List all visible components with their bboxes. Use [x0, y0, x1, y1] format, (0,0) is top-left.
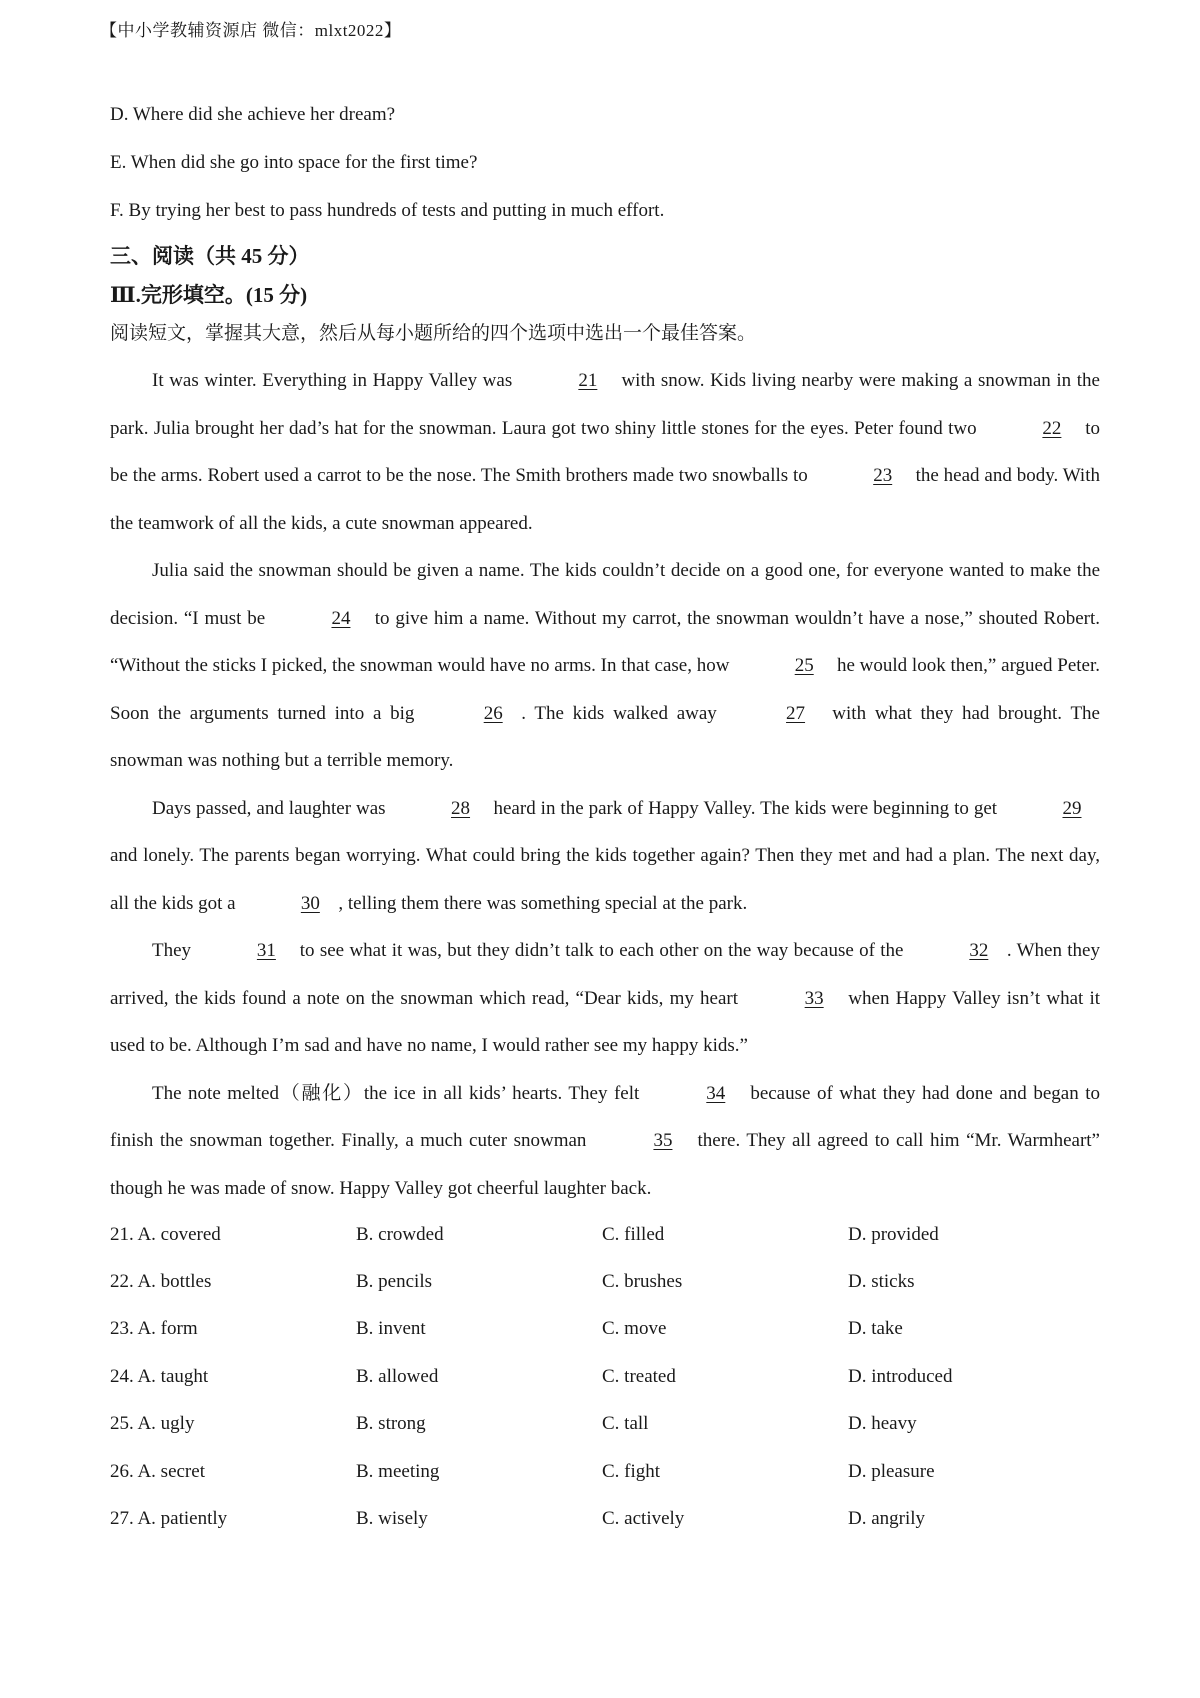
option-c: C. brushes	[602, 1271, 683, 1292]
question-23	[110, 1318, 1100, 1348]
option-d: D. provided	[848, 1224, 939, 1245]
option-d: D. introduced	[848, 1366, 953, 1387]
text: and lonely. The parents began worrying. What could bring the kids together again? Then they met and had a plan. The next day, all the kids got a	[110, 845, 1100, 914]
blank-21: 21	[578, 370, 598, 391]
cloze-passage	[110, 357, 1100, 1212]
question-21	[110, 1224, 1100, 1254]
question-25	[110, 1413, 1100, 1443]
option-d: D. heavy	[848, 1413, 917, 1434]
text: with snow. Kids living nearby were making a snowman in the park. Julia brought her dad’s hat for the snowman. Laura got two shiny little stones for the eyes. Peter found two	[110, 370, 1100, 439]
text: Days passed, and laughter was	[152, 797, 391, 819]
text: with what they had brought. The snowman was nothing but a terrible memory.	[110, 702, 1100, 771]
option-b: B. pencils	[356, 1271, 432, 1292]
option-a: 23. A. form	[110, 1318, 198, 1339]
text: , telling them there was something special at the park.	[338, 892, 748, 914]
subsection-title: Ⅲ.完形填空。(15 分)	[110, 283, 308, 307]
text: when Happy Valley isn’t what it used to be. Although I’m sad and have no name, I would rather see my happy kids.”	[110, 987, 1101, 1056]
question-26	[110, 1461, 1100, 1491]
text: . The kids walked away	[521, 702, 726, 724]
option-d: D. sticks	[848, 1271, 915, 1292]
option-c: C. actively	[602, 1508, 685, 1529]
option-b: B. invent	[356, 1318, 426, 1339]
paragraph-2	[110, 547, 1100, 785]
paragraph-5	[110, 1070, 1100, 1213]
text: It was winter. Everything in Happy Valley was	[152, 370, 518, 391]
paragraph-4	[110, 927, 1100, 1070]
blank-30: 30	[300, 892, 320, 914]
option-a: 25. A. ugly	[110, 1413, 195, 1434]
option-c: C. tall	[602, 1413, 649, 1434]
blank-22: 22	[1042, 417, 1062, 439]
option-f: F. By trying her best to pass hundreds of tests and putting in much effort.	[110, 200, 665, 221]
blank-26: 26	[483, 702, 503, 724]
blank-34: 34	[706, 1082, 726, 1104]
option-b: B. wisely	[356, 1508, 428, 1529]
option-c: C. move	[602, 1318, 667, 1339]
blank-31: 31	[256, 940, 276, 961]
text: to be the arms. Robert used a carrot to be the nose. The Smith brothers made two snowballs to	[110, 417, 1100, 486]
option-b: B. strong	[356, 1413, 426, 1434]
section-title: 三、阅读（共 45 分）	[110, 244, 310, 268]
blank-23: 23	[873, 465, 893, 486]
option-a: 22. A. bottles	[110, 1271, 212, 1292]
text: there. They all agreed to call him “Mr. Warmheart” though he was made of snow. Happy Valley got cheerful laughter back.	[110, 1130, 1100, 1199]
option-c: C. treated	[602, 1366, 676, 1387]
text: the head and body. With the teamwork of all the kids, a cute snowman appeared.	[110, 465, 1100, 534]
option-c: C. filled	[602, 1224, 665, 1245]
option-b: B. crowded	[356, 1224, 444, 1245]
option-c: C. fight	[602, 1461, 661, 1482]
text: because of what they had done and began to finish the snowman together. Finally, a much cuter snowman	[110, 1082, 1100, 1151]
instruction: 阅读短文，掌握其大意，然后从每小题所给的四个选项中选出一个最佳答案。	[110, 323, 757, 344]
option-a: 24. A. taught	[110, 1366, 209, 1387]
text: he would look then,” argued Peter. Soon the arguments turned into a big	[110, 655, 1100, 724]
question-27	[110, 1508, 1100, 1538]
blank-27: 27	[786, 702, 806, 724]
question-24	[110, 1366, 1100, 1396]
text: to give him a name. Without my carrot, the snowman wouldn’t have a nose,” shouted Robert. “Without the sticks I picked, the snowman would have no arms. In that case, how	[110, 607, 1100, 676]
option-a: 21. A. covered	[110, 1224, 221, 1245]
blank-33: 33	[804, 987, 824, 1009]
page-header: 【中小学教辅资源店 微信：mlxt2022】	[100, 21, 402, 40]
text: They	[152, 940, 197, 961]
paragraph-1	[110, 357, 1100, 547]
blank-24: 24	[331, 607, 351, 629]
option-b: B. meeting	[356, 1461, 440, 1482]
blank-32: 32	[969, 940, 989, 961]
option-b: B. allowed	[356, 1366, 439, 1387]
option-e: E. When did she go into space for the first time?	[110, 152, 478, 173]
text: heard in the park of Happy Valley. The kids were beginning to get	[488, 797, 1002, 819]
blank-35: 35	[653, 1130, 673, 1151]
text: The note melted（融化）the ice in all kids’ hearts. They felt	[152, 1082, 646, 1104]
option-a: 26. A. secret	[110, 1461, 205, 1482]
text: to see what it was, but they didn’t talk to each other on the way because of the	[294, 940, 909, 961]
question-22	[110, 1271, 1100, 1301]
text: Julia said the snowman should be given a name. The kids couldn’t decide on a good one, for everyone wanted to make the decision. “I must be	[110, 560, 1100, 629]
paragraph-3	[110, 785, 1100, 928]
text: . When they arrived, the kids found a note on the snowman which read, “Dear kids, my heart	[110, 940, 1100, 1009]
blank-28: 28	[451, 797, 471, 819]
option-d: D. take	[848, 1318, 903, 1339]
option-d: D. angrily	[848, 1508, 926, 1529]
option-d: D. Where did she achieve her dream?	[110, 104, 396, 125]
option-a: 27. A. patiently	[110, 1508, 228, 1529]
blank-29: 29	[1062, 797, 1082, 819]
option-d: D. pleasure	[848, 1461, 935, 1482]
blank-25: 25	[794, 655, 814, 676]
